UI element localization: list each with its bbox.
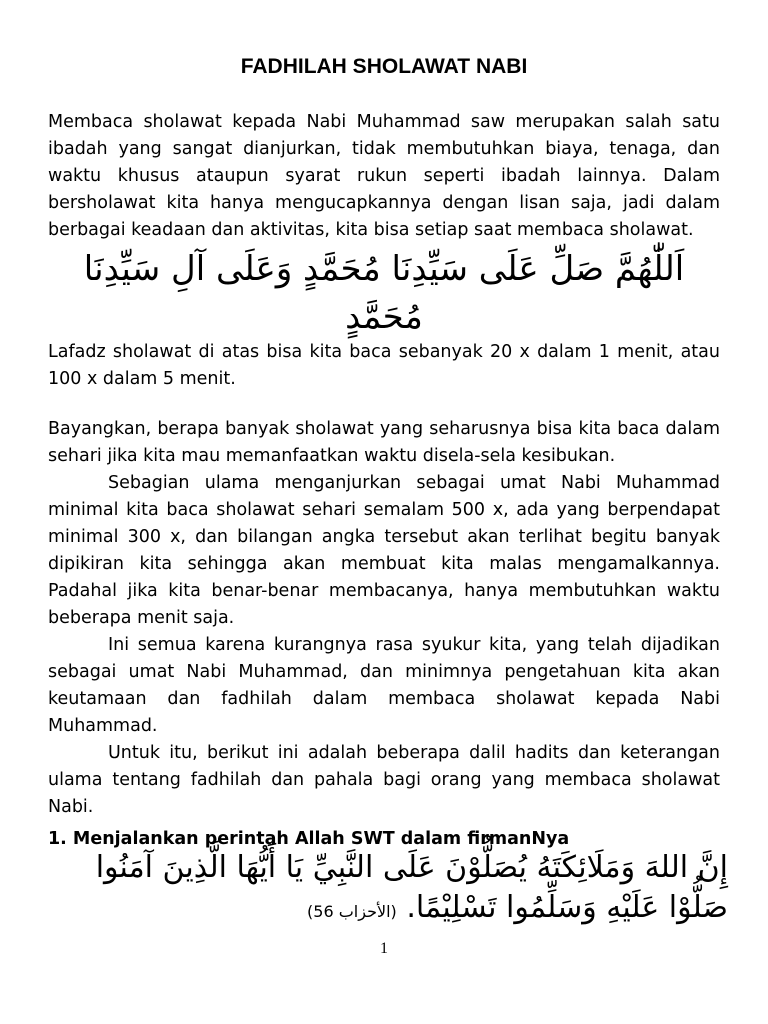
untuk-itu-paragraph: Untuk itu, berikut ini adalah beberapa dalil hadits dan keterangan ulama tentang fadhilah dan pahala bagi orang yang membaca sholawat Nabi. (48, 743, 720, 817)
quran-verse-block (40, 848, 728, 932)
intro-paragraph: Membaca sholawat kepada Nabi Muhammad saw merupakan salah satu ibadah yang sangat dianjurkan, tidak membutuhkan biaya, tenaga, dan waktu khusus ataupun syarat rukun seperti ibadah lainnya. Dalam bersholawat kita hanya mengucapkannya dengan lisan saja, jadi dalam berbagai keadaan dan aktivitas, kita bisa setiap saat membaca sholawat. (48, 112, 720, 240)
sholawat-arabic-text: اَللّٰهُمَّ صَلِّ عَلَى سَيِّدِنَا مُحَمَّدٍ وَعَلَى آلِ سَيِّدِنَا مُحَمَّدٍ (83, 249, 685, 337)
bayangkan-paragraph: Bayangkan, berapa banyak sholawat yang seharusnya bisa kita baca dalam sehari jika kita mau memanfaatkan waktu disela-sela kesibukan. (48, 419, 720, 466)
quran-verse-text: إِنَّ اللهَ وَمَلَائِكَتَهُ يُصَلُّوْنَ عَلَى النَّبِيِّ يَا أَيُّهَا الَّذِينَ آمَنُوا صَلُّوْا عَلَيْهِ وَسَلِّمُوا تَسْلِيْمًا. (95, 850, 728, 925)
verse-reference: (الأحزاب 56) (307, 902, 397, 921)
page-title: FADHILAH SHOLAWAT NABI (240, 55, 528, 78)
ini-semua-paragraph: Ini semua karena kurangnya rasa syukur kita, yang telah dijadikan sebagai umat Nabi Muhammad, dan minimnya pengetahuan kita akan keutamaan dan fadhilah dalam membaca sholawat kepada Nabi Muhammad. (48, 635, 720, 736)
lafadz-paragraph: Lafadz sholawat di atas bisa kita baca sebanyak 20 x dalam 1 menit, atau 100 x dalam 5 menit. (48, 342, 720, 389)
sebagian-paragraph: Sebagian ulama menganjurkan sebagai umat Nabi Muhammad minimal kita baca sholawat sehari semalam 500 x, ada yang berpendapat minimal 300 x, dan bilangan angka tersebut akan terlihat begitu banyak dipikiran kita sehingga akan membuat kita malas mengamalkannya. Padahal jika kita benar-benar membacanya, hanya membutuhkan waktu beberapa menit saja. (48, 473, 720, 628)
page-number: 1 (380, 940, 388, 957)
point-1-heading: 1. Menjalankan perintah Allah SWT dalam firmanNya (48, 829, 570, 849)
